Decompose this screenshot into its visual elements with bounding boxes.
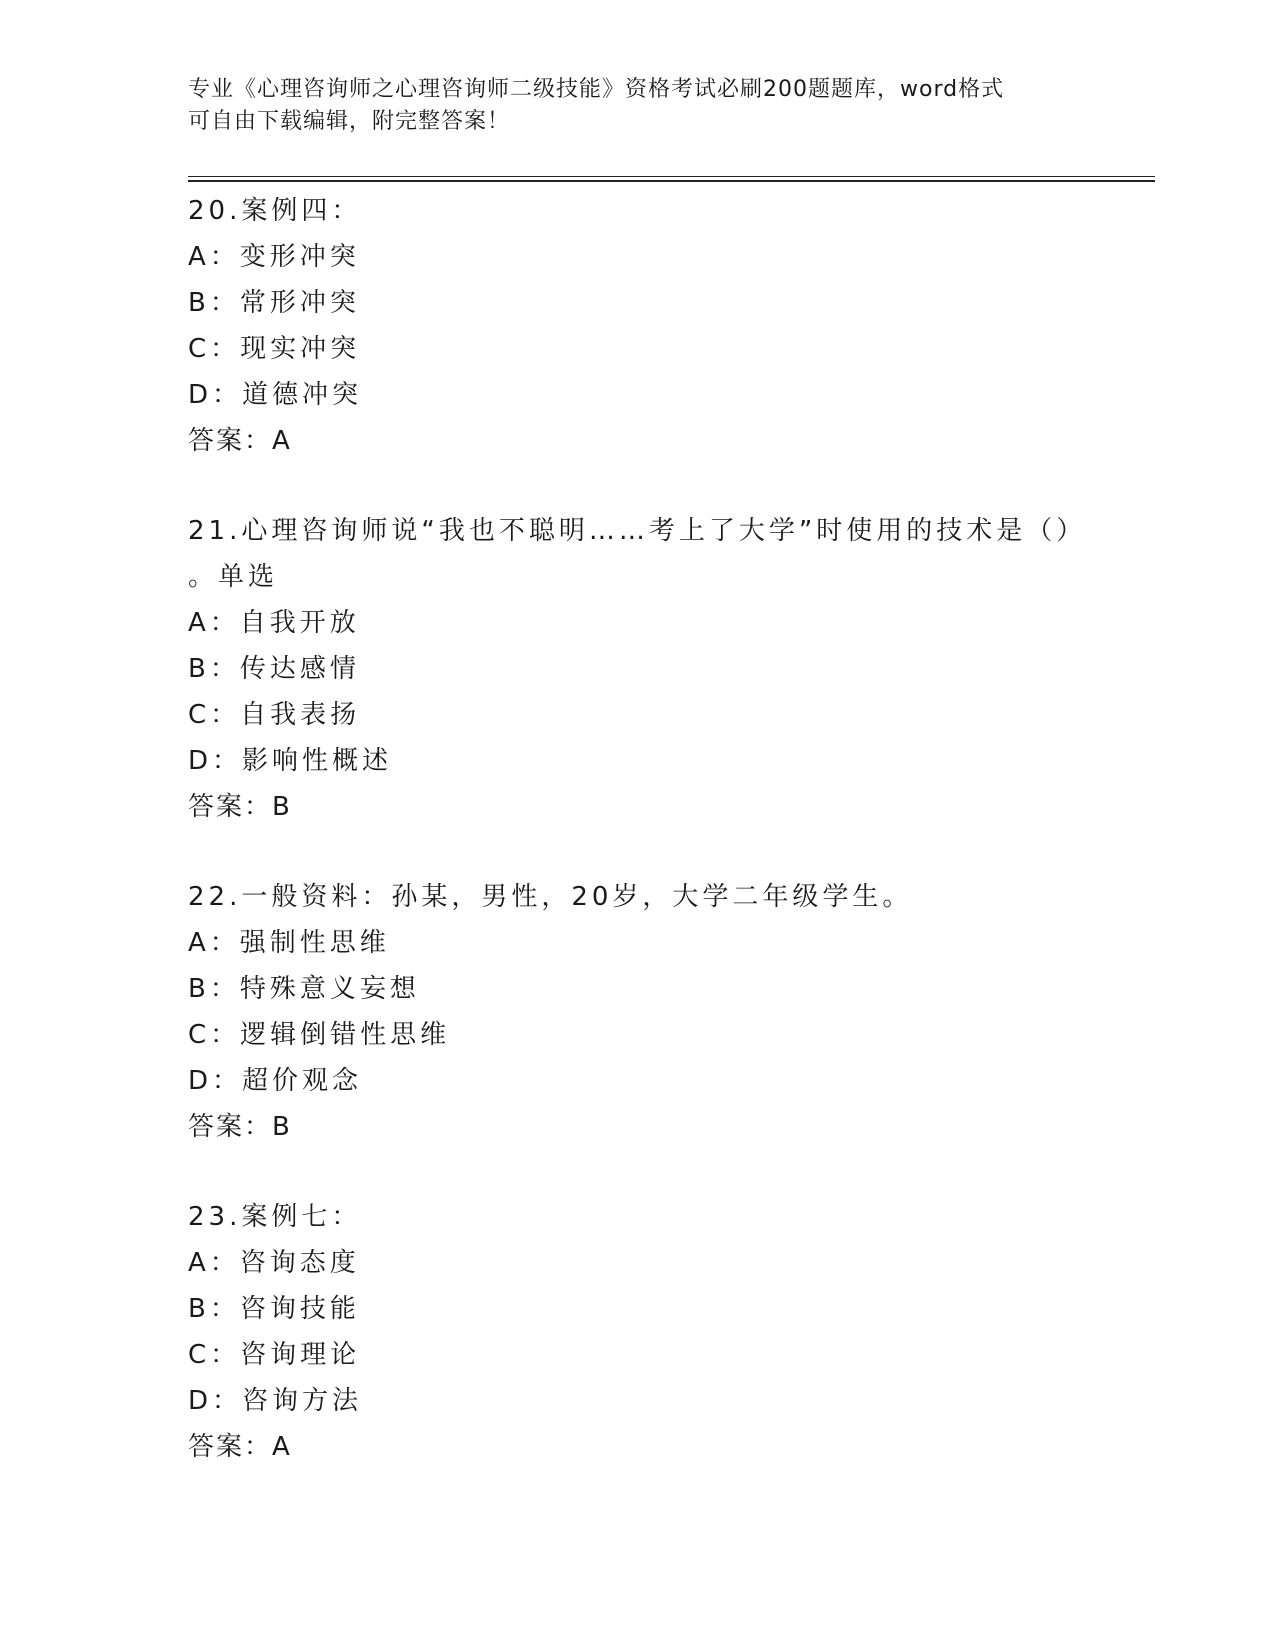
question-stem: 21.心理咨询师说“我也不聪明……考上了大学”时使用的技术是（） [188,516,1087,546]
option-b: B：咨询技能 [188,1294,360,1324]
option-c: C：自我表扬 [188,700,361,730]
answer-label: 答案：B [188,792,292,822]
question-stem: 23.案例七： [188,1202,362,1232]
answer-label: 答案：A [188,1432,292,1462]
option-d: D：道德冲突 [188,380,363,410]
question-21 [188,508,1088,830]
option-b: B：常形冲突 [188,288,360,318]
header-title-line-1: 专业《心理咨询师之心理咨询师二级技能》资格考试必刷200题题库，word格式 [188,77,1005,102]
option-a: A：变形冲突 [188,242,360,272]
header-divider-thick [188,180,1155,182]
header-title-line-2: 可自由下载编辑，附完整答案！ [188,109,511,134]
option-b: B：特殊意义妄想 [188,974,420,1004]
question-stem: 20.案例四： [188,196,362,226]
question-20 [188,188,1088,464]
answer-label: 答案：A [188,426,292,456]
option-d: D：超价观念 [188,1066,363,1096]
header-divider-thin [188,176,1155,177]
option-d: D：影响性概述 [188,746,393,776]
question-22 [188,874,1088,1150]
option-c: C：现实冲突 [188,334,361,364]
option-a: A：咨询态度 [188,1248,360,1278]
option-a: A：强制性思维 [188,928,390,958]
option-b: B：传达感情 [188,654,360,684]
option-c: C：逻辑倒错性思维 [188,1020,451,1050]
option-a: A：自我开放 [188,608,360,638]
option-d: D：咨询方法 [188,1386,363,1416]
question-list [188,188,1088,1514]
question-23 [188,1194,1088,1470]
answer-label: 答案：B [188,1112,292,1142]
question-stem-continued: 。单选 [188,562,279,592]
document-header [188,74,1088,138]
question-stem: 22.一般资料：孙某，男性，20岁，大学二年级学生。 [188,882,913,912]
option-c: C：咨询理论 [188,1340,361,1370]
